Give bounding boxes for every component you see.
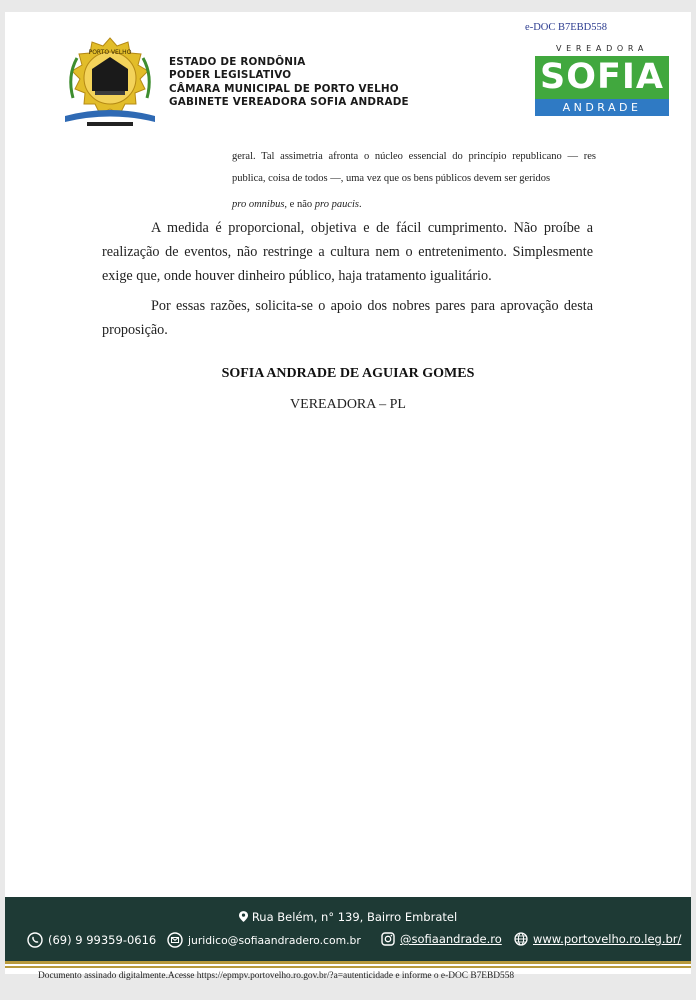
digital-signature-notice: Documento assinado digitalmente.Acesse https://epmpv.portovelho.ro.gov.br/?a=autenticidade e informe o e-DOC B7EBD558 — [38, 971, 515, 981]
footer-phone[interactable]: (69) 9 99359-0616 — [27, 932, 156, 948]
instagram-icon — [381, 932, 395, 946]
footer-email[interactable]: juridico@sofiaandradero.com.br — [167, 932, 361, 948]
header-line-state: ESTADO DE RONDÔNIA — [169, 56, 306, 68]
footer-website[interactable]: www.portovelho.ro.leg.br/ — [514, 932, 681, 946]
svg-text:PORTO VELHO: PORTO VELHO — [88, 49, 132, 56]
email-icon — [167, 932, 183, 948]
footer-address: Rua Belém, n° 139, Bairro Embratel — [5, 910, 691, 924]
sofia-andrade-brand-logo — [535, 42, 669, 126]
porto-velho-crest-logo — [59, 36, 161, 130]
signature-name: SOFIA ANDRADE DE AGUIAR GOMES — [221, 366, 475, 381]
whatsapp-icon — [27, 932, 43, 948]
header-line-power: PODER LEGISLATIVO — [169, 69, 292, 82]
quote-ending: pro omnibus, e não pro paucis. — [232, 199, 362, 210]
header-line-office: GABINETE VEREADORA SOFIA ANDRADE — [169, 96, 409, 109]
brand-top-label: VEREADORA — [555, 44, 649, 53]
globe-icon — [514, 932, 528, 946]
paragraph: A medida é proporcional, objetiva e de fácil cumprimento. Não proíbe a realização de eventos, não restringe a cultura nem o entretenimento. Simplesmente exige que, onde houver dinheiro público, haja tratamento igualitário. — [102, 220, 593, 284]
footer-instagram[interactable]: @sofiaandrade.ro — [381, 932, 502, 946]
page-footer — [5, 897, 691, 961]
paragraph: Por essas razões, solicita-se o apoio dos nobres pares para aprovação desta proposição. — [102, 298, 593, 338]
map-pin-icon — [239, 911, 248, 922]
block-quote — [232, 146, 596, 221]
edoc-code: e-DOC B7EBD558 — [525, 22, 607, 33]
body-text — [102, 216, 593, 348]
footer-gold-stripe — [5, 961, 691, 964]
brand-name: SOFIA — [535, 56, 669, 99]
header-line-chamber: CÂMARA MUNICIPAL DE PORTO VELHO — [169, 82, 399, 95]
quote-text: geral. Tal assimetria afronta o núcleo essencial do princípio republicano — res publica, coisa de todos —, uma vez que os bens públicos devem ser geridos — [232, 151, 596, 184]
signature-role: VEREADORA – PL — [290, 397, 406, 412]
footer-gold-stripe-thin — [5, 966, 691, 968]
institution-header — [169, 56, 409, 110]
brand-surname: ANDRADE — [535, 99, 669, 116]
document-page — [5, 12, 691, 974]
